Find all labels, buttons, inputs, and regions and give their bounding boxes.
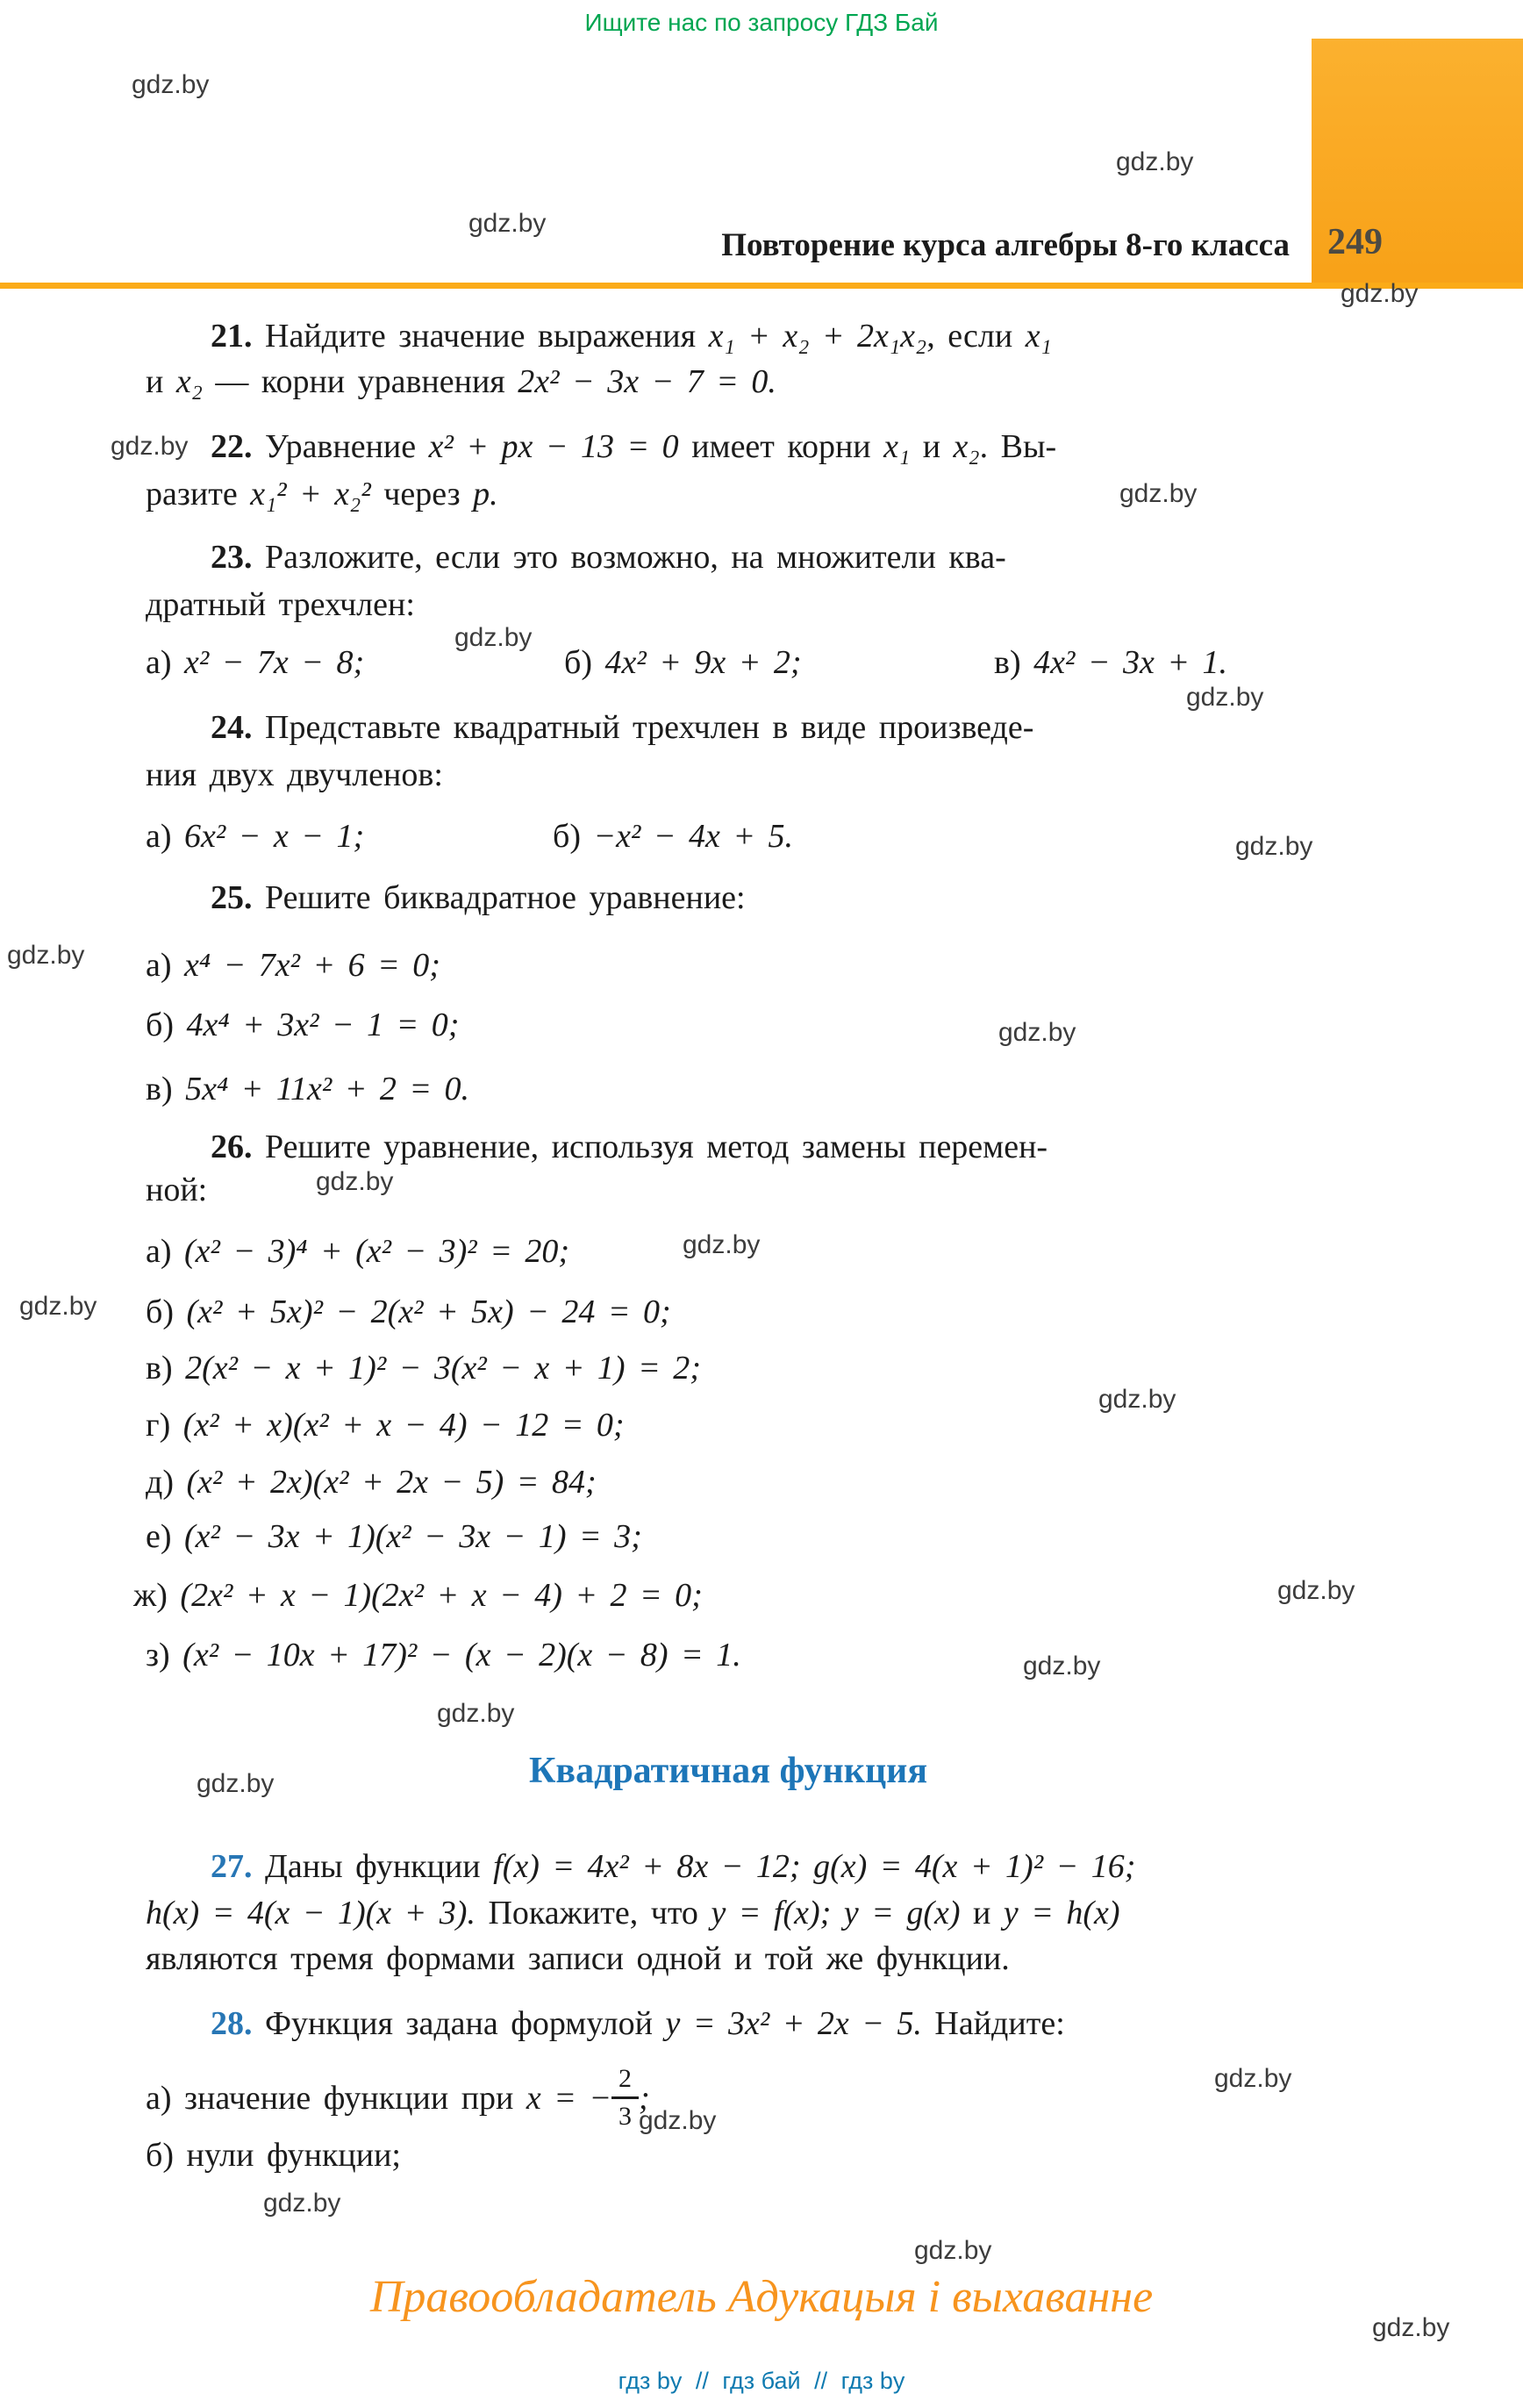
problem-26-option-g: г) (x² + x)(x² + x − 4) − 12 = 0; bbox=[146, 1407, 625, 1444]
problem-28-option-b: б) нули функции; bbox=[146, 2137, 401, 2174]
problem-25-option-v: в) 5x⁴ + 11x² + 2 = 0. bbox=[146, 1071, 470, 1107]
problem-24-option-a: а) 6x² − x − 1; bbox=[146, 818, 365, 855]
gdz-watermark: gdz.by bbox=[1235, 832, 1313, 861]
gdz-watermark: gdz.by bbox=[1341, 279, 1419, 308]
gdz-watermark: gdz.by bbox=[132, 70, 210, 99]
gdz-watermark: gdz.by bbox=[197, 1769, 275, 1798]
fraction: $\frac{2}{3}$ bbox=[611, 2066, 639, 2130]
problem-26-line-1: 26. Решите уравнение, используя метод замены перемен- bbox=[211, 1129, 1048, 1165]
gdz-watermark: gdz.by bbox=[1214, 2064, 1292, 2093]
gdz-watermark: gdz.by bbox=[263, 2189, 341, 2218]
problem-26-option-b: б) (x² + 5x)² − 2(x² + 5x) − 24 = 0; bbox=[146, 1294, 671, 1330]
footer-link[interactable]: гдз бай bbox=[722, 2368, 801, 2394]
header-rule bbox=[0, 283, 1523, 289]
gdz-watermark: gdz.by bbox=[1116, 147, 1194, 176]
gdz-watermark: gdz.by bbox=[1372, 2313, 1450, 2342]
problem-23-line-2: дратный трехчлен: bbox=[146, 586, 415, 623]
section-heading: Квадратичная функция bbox=[528, 1751, 928, 1791]
problem-23-line-1: 23. Разложите, если это возможно, на множители ква- bbox=[211, 539, 1006, 576]
gdz-watermark: gdz.by bbox=[914, 2236, 992, 2265]
gdz-watermark: gdz.by bbox=[111, 432, 189, 461]
problem-26-line-2: ной: bbox=[146, 1172, 208, 1208]
problem-21-line-1: 21. Найдите значение выражения x₁ + x₂ + 2x₁x₂, если x₁ bbox=[211, 318, 1052, 355]
page-header-title: Повторение курса алгебры 8-го класса bbox=[721, 227, 1290, 263]
footer-link[interactable]: гдз by bbox=[840, 2368, 905, 2394]
problem-26-option-zh: ж) (2x² + x − 1)(2x² + x − 4) + 2 = 0; bbox=[133, 1577, 703, 1614]
problem-27-line-3: являются тремя формами записи одной и той же функции. bbox=[146, 1940, 1010, 1977]
problem-27-line-1: 27. Даны функции f(x) = 4x² + 8x − 12; g(x) = 4(x + 1)² − 16; bbox=[211, 1848, 1136, 1885]
gdz-watermark: gdz.by bbox=[639, 2106, 717, 2135]
problem-21-line-2: и x₂ — корни уравнения 2x² − 3x − 7 = 0. bbox=[146, 363, 776, 400]
problem-23-option-v: в) 4x² − 3x + 1. bbox=[994, 644, 1228, 681]
gdz-watermark: gdz.by bbox=[7, 941, 85, 970]
footer-link[interactable]: гдз by bbox=[618, 2368, 683, 2394]
problem-25-option-a: а) x⁴ − 7x² + 6 = 0; bbox=[146, 947, 440, 984]
gdz-watermark: gdz.by bbox=[19, 1292, 97, 1321]
problem-24-option-b: б) −x² − 4x + 5. bbox=[553, 818, 794, 855]
gdz-watermark: gdz.by bbox=[998, 1018, 1076, 1047]
footer-links bbox=[0, 2368, 1523, 2395]
footer-copyright: Правообладатель Адукацыя і выхаванне bbox=[369, 2272, 1154, 2322]
problem-22-line-1: 22. Уравнение x² + px − 13 = 0 имеет корни x₁ и x₂. Вы- bbox=[211, 428, 1057, 465]
problem-27-line-2: h(x) = 4(x − 1)(x + 3). Покажите, что y = f(x); y = g(x) и y = h(x) bbox=[146, 1895, 1120, 1931]
gdz-watermark: gdz.by bbox=[316, 1167, 394, 1196]
link-separator: // bbox=[807, 2368, 834, 2394]
gdz-watermark: gdz.by bbox=[454, 623, 533, 652]
problem-26-option-v: в) 2(x² − x + 1)² − 3(x² − x + 1) = 2; bbox=[146, 1350, 701, 1387]
link-separator: // bbox=[689, 2368, 716, 2394]
problem-24-line-2: ния двух двучленов: bbox=[146, 756, 443, 793]
page-number: 249 bbox=[1327, 222, 1383, 262]
problem-25-line-1: 25. Решите биквадратное уравнение: bbox=[211, 879, 746, 916]
problem-26-option-z: з) (x² − 10x + 17)² − (x − 2)(x − 8) = 1. bbox=[146, 1637, 741, 1673]
problem-23-option-a: а) x² − 7x − 8; bbox=[146, 644, 365, 681]
problem-28-option-a: а) значение функции при x = − $\frac{2}{3}$ ; bbox=[146, 2064, 650, 2131]
gdz-watermark: gdz.by bbox=[1023, 1652, 1101, 1681]
problem-25-option-b: б) 4x⁴ + 3x² − 1 = 0; bbox=[146, 1007, 460, 1043]
problem-26-option-a: а) (x² − 3)⁴ + (x² − 3)² = 20; bbox=[146, 1233, 569, 1270]
gdz-watermark: gdz.by bbox=[1098, 1385, 1176, 1414]
problem-26-option-d: д) (x² + 2x)(x² + 2x − 5) = 84; bbox=[146, 1464, 597, 1501]
gdz-watermark: gdz.by bbox=[1119, 479, 1198, 508]
gdz-watermark: gdz.by bbox=[1186, 683, 1264, 712]
gdz-watermark: gdz.by bbox=[1277, 1576, 1355, 1605]
problem-24-line-1: 24. Представьте квадратный трехчлен в виде произведе- bbox=[211, 709, 1034, 746]
gdz-watermark: gdz.by bbox=[437, 1699, 515, 1728]
problem-22-line-2: разите x₁² + x₂² через p. bbox=[146, 476, 498, 512]
gdz-watermark: gdz.by bbox=[468, 209, 547, 238]
problem-23-option-b: б) 4x² + 9x + 2; bbox=[564, 644, 802, 681]
problem-26-option-e: е) (x² − 3x + 1)(x² − 3x − 1) = 3; bbox=[146, 1518, 642, 1555]
problem-28-line-1: 28. Функция задана формулой y = 3x² + 2x − 5. Найдите: bbox=[211, 2005, 1065, 2042]
top-banner: Ищите нас по запросу ГДЗ Бай bbox=[584, 9, 939, 36]
gdz-watermark: gdz.by bbox=[683, 1230, 761, 1259]
